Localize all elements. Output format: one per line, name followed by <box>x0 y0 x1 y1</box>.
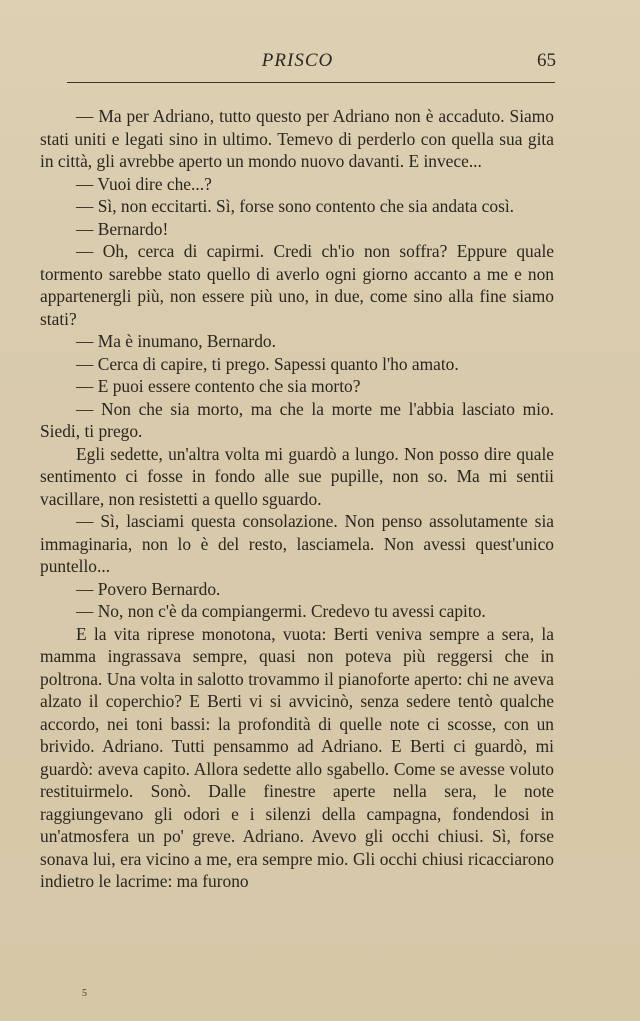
paragraph: — Oh, cerca di capirmi. Credi ch'io non soffra? Eppure quale tormento sarebbe stato quello di averlo ogni giorno accanto a me e non appartenergli più, non essere più uno, in due, come sino alla fine siamo stati? <box>40 241 554 329</box>
paragraph: — No, non c'è da compiangermi. Credevo tu avessi capito. <box>76 601 486 621</box>
running-head <box>0 50 640 74</box>
paragraph: — Vuoi dire che...? <box>76 173 212 194</box>
paragraph: Egli sedette, un'altra volta mi guardò a lungo. Non posso dire quale sentimento ci fosse in fondo alle sue pupille, non so. Ma mi sentii vacillare, non resistetti a quello sguardo. <box>40 443 554 509</box>
header-rule <box>67 82 555 83</box>
paragraph: — Sì, lasciami questa consolazione. Non penso assolutamente sia immaginaria, non lo è del resto, lasciamela. Non avessi quest'unico puntello... <box>40 511 554 576</box>
printer-signature-mark: 5 <box>82 988 87 999</box>
paragraph: — Cerca di capire, ti prego. Sapessi quanto l'ho amato. <box>76 353 459 374</box>
paragraph: — Ma per Adriano, tutto questo per Adriano non è accaduto. Siamo stati uniti e legati sino in ultimo. Temevo di perderlo con quella sua gita in città, gli avrebbe aperto un mondo nuovo davanti. E invece... <box>40 106 554 171</box>
running-head-title: PRISCO <box>261 50 334 71</box>
paragraph: — Bernardo! <box>76 218 169 239</box>
paragraph: — Sì, non eccitarti. Sì, forse sono contento che sia andata così. <box>76 196 515 216</box>
paragraph: — Ma è inumano, Bernardo. <box>76 331 276 351</box>
paragraph: — E puoi essere contento che sia morto? <box>76 376 361 396</box>
body-text <box>40 105 554 893</box>
paragraph: E la vita riprese monotona, vuota: Berti veniva sempre a sera, la mamma ingrassava sempre, quasi non poteva più reggersi che in poltrona. Una volta in salotto trovammo il pianoforte aperto: chi ne aveva alzato il coperchio? E Berti vi si avvicinò, senza sedere tentò qualche accordo, nei toni bassi: la profondità di quelle note ci scosse, con un brivido. Adriano. Tutti pensammo ad Adriano. E Berti ci guardò, mi guardò: aveva capito. Allora sedette allo sgabello. Come se avesse voluto restituirmelo. Sonò. Dalle finestre aperte nella sera, le note raggiungevano gli odori e i silenzi della campagna, fondendosi in un'atmosfera un po' greve. Adriano. Avevo gli occhi chiusi. Sì, forse sonava lui, era vicino a me, era sempre mio. Gli occhi chiusi ricacciarono indietro le lacrime: ma furono <box>40 623 554 891</box>
page-number: 65 <box>537 50 556 71</box>
paragraph: — Non che sia morto, ma che la morte me l'abbia lasciato mio. Siedi, ti prego. <box>40 398 554 441</box>
paragraph: — Povero Bernardo. <box>76 578 221 599</box>
